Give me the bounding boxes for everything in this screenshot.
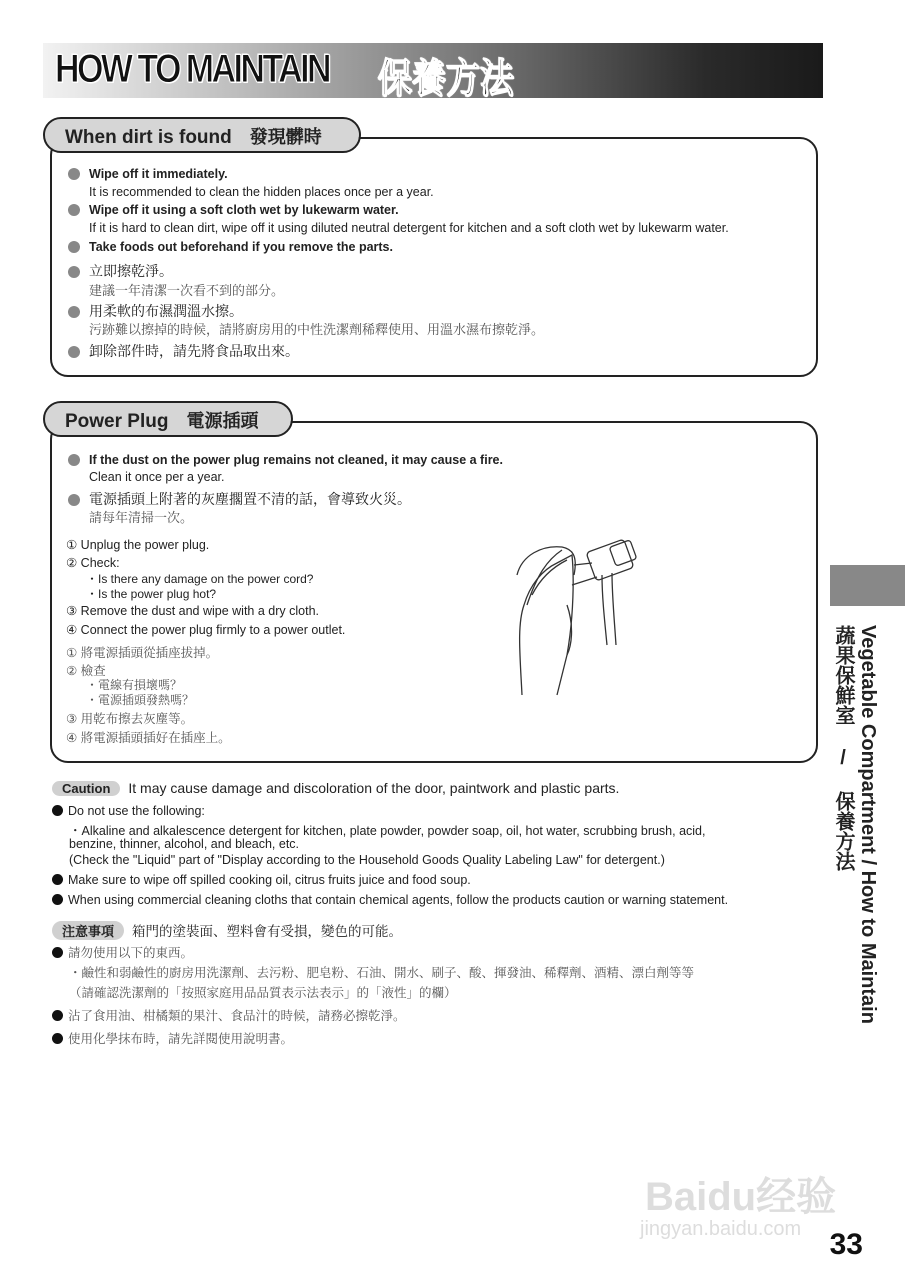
section-title: Power Plug xyxy=(65,411,169,432)
item-note-zh: 污跡難以擦掉的時候，請將廚房用的中性洗潔劑稀釋使用、用溫水濕布擦乾淨。 xyxy=(89,322,545,337)
step-zh: ② 檢查 xyxy=(66,664,106,678)
bullet-icon xyxy=(52,894,63,905)
bullet-icon xyxy=(68,454,80,466)
item-note: It is recommended to clean the hidden places once per a year. xyxy=(89,185,434,199)
dirt-section-tab xyxy=(43,117,361,153)
item-zh: 卸除部件時，請先將食品取出來。 xyxy=(89,343,299,359)
watermark-logo: Baidu经验 xyxy=(645,1175,837,1219)
step-sub: ・Is there any damage on the power cord? xyxy=(86,572,314,586)
bullet-icon xyxy=(52,805,63,816)
item-note-zh: 建議一年清潔一次看不到的部分。 xyxy=(89,283,285,298)
page-header xyxy=(43,43,823,101)
step-zh: ③ 用乾布擦去灰塵等。 xyxy=(66,712,194,726)
step: ② Check: xyxy=(66,556,120,570)
caution-item-sub: benzine, thinner, alcohol, and bleach, etc. xyxy=(69,837,300,851)
caution-badge-zh: 注意事項 xyxy=(52,921,124,940)
caution-item-zh: 沾了食用油、柑橘類的果汁、食品汁的時候，請務必擦乾淨。 xyxy=(68,1009,406,1023)
caution-item-sub: (Check the "Liquid" part of "Display according to the Household Goods Quality Labeling Law" for detergent.) xyxy=(69,853,665,867)
side-label-zh: 蔬果保鮮室 / 保養方法 xyxy=(832,625,854,871)
step: ④ Connect the power plug firmly to a power outlet. xyxy=(66,623,346,637)
step-zh: ④ 將電源插頭插好在插座上。 xyxy=(66,731,231,745)
bullet-icon xyxy=(68,204,80,216)
bullet-icon xyxy=(52,947,63,958)
bullet-icon xyxy=(68,494,80,506)
bullet-icon xyxy=(52,1010,63,1021)
item: If the dust on the power plug remains not cleaned, it may cause a fire. xyxy=(89,453,503,467)
section-title-zh: 電源插頭 xyxy=(186,411,259,431)
caution-badge: Caution xyxy=(52,781,120,796)
bullet-icon xyxy=(68,241,80,253)
step-sub-zh: ・電源插頭發熱嗎？ xyxy=(86,693,195,707)
caution-item: When using commercial cleaning cloths that contain chemical agents, follow the products caution or warning statement. xyxy=(68,893,729,907)
side-index-tab xyxy=(830,565,905,606)
caution-item-zh: 使用化學抹布時，請先詳閱使用說明書。 xyxy=(68,1032,294,1046)
item: Take foods out beforehand if you remove the parts. xyxy=(89,240,393,254)
caution-item-sub-zh: （請確認洗潔劑的「按照家庭用品品質表示法表示」的「液性」的欄） xyxy=(69,986,457,1000)
item-note: If it is hard to clean dirt, wipe off it using diluted neutral detergent for kitchen and a soft cloth wet by lukewarm water. xyxy=(89,221,729,235)
item: Wipe off it using a soft cloth wet by lukewarm water. xyxy=(89,203,399,217)
step: ③ Remove the dust and wipe with a dry cloth. xyxy=(66,604,319,618)
item-note: Clean it once per a year. xyxy=(89,470,225,484)
caution-text-zh: 箱門的塗裝面、塑料會有受損，變色的可能。 xyxy=(132,924,403,939)
plug-section-tab xyxy=(43,401,293,437)
caution-item: Make sure to wipe off spilled cooking oil, citrus fruits juice and food soup. xyxy=(68,873,471,887)
bullet-icon xyxy=(68,306,80,318)
bullet-icon xyxy=(68,168,80,180)
caution-item-sub: ・Alkaline and alkalescence detergent for kitchen, plate powder, powder soap, oil, hot water, scrubbing brush, acid, xyxy=(69,824,706,838)
bullet-icon xyxy=(52,1033,63,1044)
page-number: 33 xyxy=(829,1228,863,1261)
item-note-zh: 請每年清掃一次。 xyxy=(89,510,194,525)
caution-item-sub-zh: ・鹼性和弱鹼性的廚房用洗潔劑、去污粉、肥皂粉、石油、開水、刷子、酸、揮發油、稀釋劑、酒精、漂白劑等等 xyxy=(69,966,695,980)
step: ① Unplug the power plug. xyxy=(66,538,210,552)
item-zh: 用柔軟的布濕潤溫水擦。 xyxy=(89,303,243,319)
caution-text: It may cause damage and discoloration of the door, paintwork and plastic parts. xyxy=(128,780,620,796)
bullet-icon xyxy=(52,874,63,885)
section-title: When dirt is found xyxy=(65,127,232,148)
section-title-zh: 發現髒時 xyxy=(249,127,322,147)
watermark-url: jingyan.baidu.com xyxy=(640,1218,802,1240)
step-zh: ① 將電源插頭從插座拔掉。 xyxy=(66,646,219,660)
title-en: HOW TO MAINTAIN xyxy=(55,47,330,91)
side-label-en: Vegetable Compartment / How to Maintain xyxy=(857,625,879,1024)
caution-item-zh: 請勿使用以下的東西。 xyxy=(68,946,194,960)
step-sub: ・Is the power plug hot? xyxy=(86,587,217,601)
step-sub-zh: ・電線有損壞嗎？ xyxy=(86,678,183,692)
item-zh: 立即擦乾淨。 xyxy=(89,263,173,279)
title-zh: 保養方法 xyxy=(378,57,514,101)
bullet-icon xyxy=(68,346,80,358)
caution-item: Do not use the following: xyxy=(68,804,205,818)
bullet-icon xyxy=(68,266,80,278)
wiping-plug-illustration xyxy=(512,535,647,705)
item-zh: 電源插頭上附著的灰塵擱置不清的話，會導致火災。 xyxy=(89,491,411,507)
item: Wipe off it immediately. xyxy=(89,167,228,181)
